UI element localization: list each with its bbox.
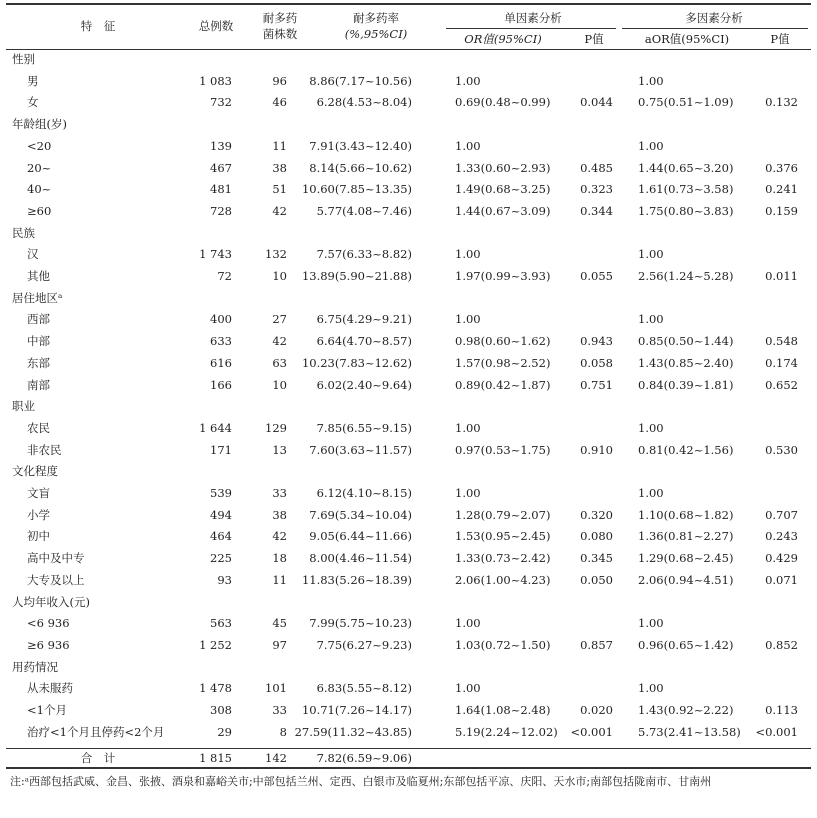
cell-mdr-count: 96 <box>272 73 287 88</box>
cell-aor: 1.44(0.65~3.20) <box>638 160 734 175</box>
cell-or: 0.97(0.53~1.75) <box>455 442 551 457</box>
cell-mdr-rate: 6.83(5.55~8.12) <box>316 681 412 696</box>
row-label: <20 <box>27 138 52 153</box>
cell-aor: 1.00 <box>638 73 664 88</box>
cell-mdr-rate: 8.86(7.17~10.56) <box>309 73 412 88</box>
row-label: 治疗<1个月且停药<2个月 <box>27 724 165 739</box>
cell-ap: 0.548 <box>765 334 798 349</box>
header-univariate-or: OR值(95%CI) <box>464 32 542 46</box>
row-label: ≥60 <box>27 203 52 218</box>
multivariate-rule <box>622 28 808 29</box>
cell-ap: 0.652 <box>765 377 798 392</box>
cell-mdr-rate: 7.85(6.55~9.15) <box>316 420 412 435</box>
cell-mdr-rate: 8.00(4.46~11.54) <box>309 551 412 566</box>
cell-aor: 1.00 <box>638 312 664 327</box>
cell-mdr-rate: 8.14(5.66~10.62) <box>309 160 412 175</box>
header-multivariate-aor: aOR值(95%CI) <box>644 32 730 46</box>
cell-mdr-rate: 10.71(7.26~14.17) <box>301 703 412 717</box>
cell-mdr-count: 33 <box>272 703 287 717</box>
cell-ap: 0.159 <box>765 203 798 218</box>
cell-p: 0.344 <box>580 203 613 218</box>
cell-ap: 0.132 <box>765 95 798 110</box>
cell-mdr-count: 42 <box>272 334 287 349</box>
cell-ap: <0.001 <box>755 724 798 739</box>
header-mdr-rate-2: (%,95%CI) <box>344 27 408 41</box>
cell-or: 0.98(0.60~1.62) <box>455 334 551 349</box>
cell-aor: 2.06(0.94~4.51) <box>638 572 734 587</box>
group-label: 职业 <box>12 399 35 414</box>
row-label: 高中及中专 <box>27 551 85 566</box>
cell-or: 1.44(0.67~3.09) <box>455 203 551 218</box>
header-mdr-count-1: 耐多药 <box>262 11 298 25</box>
cell-aor: 0.84(0.39~1.81) <box>638 377 734 392</box>
cell-mdr-count: 46 <box>272 95 287 110</box>
cell-total: 728 <box>210 203 232 218</box>
cell-or: 1.00 <box>455 616 481 631</box>
cell-p: 0.323 <box>580 182 613 197</box>
cell-mdr-rate: 10.60(7.85~13.35) <box>301 182 412 197</box>
cell-or: 1.49(0.68~3.25) <box>455 182 551 197</box>
bottom-rule <box>6 767 811 769</box>
cell-total: 1 644 <box>199 420 232 435</box>
cell-ap: 0.174 <box>765 355 798 370</box>
cell-mdr-count: 101 <box>265 681 287 696</box>
row-label: 20~ <box>27 160 52 175</box>
cell-or: 2.06(1.00~4.23) <box>455 572 551 587</box>
cell-mdr-count: 10 <box>272 269 287 283</box>
row-label: <1个月 <box>27 703 67 717</box>
cell-p: 0.080 <box>580 529 613 544</box>
row-label: 汉 <box>27 247 39 262</box>
cell-mdr-count: 33 <box>272 486 287 500</box>
cell-ap: 0.852 <box>765 637 798 652</box>
row-label: 小学 <box>27 507 50 522</box>
cell-aor: 2.56(1.24~5.28) <box>638 269 734 283</box>
cell-p: 0.345 <box>580 551 613 566</box>
cell-mdr-rate: 10.23(7.83~12.62) <box>301 355 412 370</box>
cell-mdr-rate: 6.28(4.53~8.04) <box>316 95 412 110</box>
cell-total: 563 <box>210 616 232 631</box>
total-n: 1 815 <box>199 751 232 765</box>
cell-or: 1.00 <box>455 73 481 88</box>
row-label: 非农民 <box>27 442 62 457</box>
cell-total: 171 <box>210 442 232 457</box>
row-label: <6 936 <box>27 616 70 631</box>
cell-mdr-rate: 5.77(4.08~7.46) <box>316 203 412 218</box>
cell-p: 0.751 <box>580 377 613 392</box>
header-rule <box>6 49 811 50</box>
cell-or: 5.19(2.24~12.02) <box>455 724 558 739</box>
cell-total: 616 <box>210 355 232 370</box>
cell-total: 1 083 <box>199 73 232 88</box>
cell-mdr-count: 38 <box>272 160 287 175</box>
cell-aor: 5.73(2.41~13.58) <box>638 724 741 739</box>
cell-mdr-rate: 7.60(3.63~11.57) <box>309 442 412 457</box>
cell-mdr-count: 132 <box>265 247 287 262</box>
cell-aor: 0.75(0.51~1.09) <box>638 95 734 110</box>
cell-p: 0.050 <box>580 572 613 587</box>
row-label: 女 <box>27 95 39 110</box>
cell-or: 1.57(0.98~2.52) <box>455 355 551 370</box>
cell-aor: 0.81(0.42~1.56) <box>638 442 734 457</box>
cell-aor: 1.10(0.68~1.82) <box>638 507 734 522</box>
cell-mdr-count: 18 <box>272 551 287 566</box>
cell-mdr-rate: 6.64(4.70~8.57) <box>316 334 412 349</box>
cell-aor: 1.00 <box>638 681 664 696</box>
cell-p: 0.857 <box>580 637 613 652</box>
row-label: 40~ <box>27 182 52 197</box>
cell-mdr-rate: 9.05(6.44~11.66) <box>309 529 412 544</box>
header-multivariate-p: P值 <box>770 32 790 46</box>
cell-mdr-count: 97 <box>272 637 287 652</box>
cell-mdr-count: 11 <box>272 572 287 587</box>
cell-aor: 1.36(0.81~2.27) <box>638 529 734 544</box>
cell-or: 1.97(0.99~3.93) <box>455 269 551 283</box>
cell-mdr-rate: 7.75(6.27~9.23) <box>316 637 412 652</box>
row-label: 初中 <box>27 529 50 544</box>
cell-aor: 1.29(0.68~2.45) <box>638 551 734 566</box>
row-label: 文盲 <box>27 486 50 500</box>
univariate-rule <box>446 28 616 29</box>
group-label: 居住地区ᵃ <box>12 290 63 305</box>
cell-mdr-rate: 7.57(6.33~8.82) <box>316 247 412 262</box>
cell-p: 0.058 <box>580 355 613 370</box>
cell-mdr-rate: 6.02(2.40~9.64) <box>316 377 412 392</box>
cell-ap: 0.241 <box>765 182 798 197</box>
row-label: 西部 <box>27 312 50 327</box>
cell-mdr-rate: 13.89(5.90~21.88) <box>301 269 412 283</box>
cell-mdr-count: 63 <box>272 355 287 370</box>
cell-total: 464 <box>210 529 232 544</box>
cell-mdr-count: 38 <box>272 507 287 522</box>
cell-or: 1.00 <box>455 138 481 153</box>
total-mdr: 142 <box>265 751 287 765</box>
total-label: 合 计 <box>80 751 116 765</box>
cell-aor: 1.00 <box>638 247 664 262</box>
cell-p: 0.485 <box>580 160 613 175</box>
cell-or: 1.00 <box>455 312 481 327</box>
header-feature: 特 征 <box>80 19 116 33</box>
cell-total: 1 478 <box>199 681 232 696</box>
cell-ap: 0.243 <box>765 529 798 544</box>
cell-mdr-rate: 7.69(5.34~10.04) <box>309 507 412 522</box>
cell-p: 0.320 <box>580 507 613 522</box>
header-mdr-count-2: 菌株数 <box>262 27 298 41</box>
group-label: 民族 <box>12 225 35 240</box>
cell-total: 467 <box>210 160 232 175</box>
cell-mdr-count: 27 <box>272 312 287 327</box>
cell-or: 1.00 <box>455 681 481 696</box>
cell-ap: 0.376 <box>765 160 798 175</box>
cell-mdr-rate: 7.99(5.75~10.23) <box>309 616 412 631</box>
cell-p: 0.044 <box>580 95 613 110</box>
cell-or: 1.64(1.08~2.48) <box>455 703 551 717</box>
cell-total: 29 <box>217 724 232 739</box>
cell-total: 732 <box>210 95 232 110</box>
cell-aor: 1.61(0.73~3.58) <box>638 182 734 197</box>
cell-aor: 1.43(0.92~2.22) <box>638 703 734 717</box>
row-label: 农民 <box>27 420 50 435</box>
cell-aor: 1.00 <box>638 138 664 153</box>
cell-or: 1.00 <box>455 247 481 262</box>
cell-mdr-count: 42 <box>272 529 287 544</box>
cell-total: 139 <box>210 138 232 153</box>
cell-aor: 1.43(0.85~2.40) <box>638 355 734 370</box>
cell-p: <0.001 <box>570 724 613 739</box>
row-label: 中部 <box>27 334 50 349</box>
cell-or: 0.89(0.42~1.87) <box>455 377 551 392</box>
cell-p: 0.910 <box>580 442 613 457</box>
cell-or: 1.03(0.72~1.50) <box>455 637 551 652</box>
cell-total: 72 <box>217 269 232 283</box>
header-univariate-p: P值 <box>584 32 604 46</box>
cell-aor: 1.00 <box>638 616 664 631</box>
row-label: 大专及以上 <box>27 572 85 587</box>
row-label: 南部 <box>27 377 50 392</box>
top-rule <box>6 3 811 5</box>
cell-aor: 0.85(0.50~1.44) <box>638 334 734 349</box>
cell-aor: 0.96(0.65~1.42) <box>638 637 734 652</box>
cell-total: 1 743 <box>199 247 232 262</box>
group-label: 用药情况 <box>12 659 58 674</box>
group-label: 性别 <box>12 52 35 66</box>
header-univariate-title: 单因素分析 <box>504 11 562 25</box>
total-rate: 7.82(6.59~9.06) <box>316 751 412 765</box>
cell-ap: 0.071 <box>765 572 798 587</box>
cell-p: 0.020 <box>580 703 613 717</box>
cell-aor: 1.75(0.80~3.83) <box>638 203 734 218</box>
cell-total: 166 <box>210 377 232 392</box>
cell-total: 308 <box>210 703 232 717</box>
cell-or: 1.00 <box>455 420 481 435</box>
cell-total: 93 <box>217 572 232 587</box>
cell-mdr-rate: 7.91(3.43~12.40) <box>309 138 412 153</box>
cell-total: 1 252 <box>199 637 232 652</box>
cell-p: 0.943 <box>580 334 613 349</box>
cell-or: 1.33(0.60~2.93) <box>455 160 551 175</box>
cell-aor: 1.00 <box>638 486 664 500</box>
total-rule <box>6 748 811 749</box>
table-footnote: 注:ᵃ西部包括武威、金昌、张掖、酒泉和嘉峪关市;中部包括兰州、定西、白银市及临夏州;东部包括平凉、庆阳、天水市;南部包括陇南市、甘南州 <box>10 775 712 788</box>
row-label: 男 <box>27 73 39 88</box>
cell-ap: 0.429 <box>765 551 798 566</box>
cell-mdr-count: 45 <box>272 616 287 631</box>
cell-mdr-count: 10 <box>272 377 287 392</box>
cell-mdr-count: 51 <box>272 182 287 197</box>
row-label: 其他 <box>27 269 50 283</box>
cell-ap: 0.113 <box>765 703 798 717</box>
cell-aor: 1.00 <box>638 420 664 435</box>
cell-or: 0.69(0.48~0.99) <box>455 95 551 110</box>
cell-or: 1.00 <box>455 486 481 500</box>
cell-mdr-count: 42 <box>272 203 287 218</box>
cell-total: 633 <box>210 334 232 349</box>
cell-mdr-count: 13 <box>272 442 287 457</box>
group-label: 人均年收入(元) <box>12 594 90 609</box>
cell-ap: 0.530 <box>765 442 798 457</box>
cell-ap: 0.011 <box>765 269 798 283</box>
group-label: 文化程度 <box>12 464 58 479</box>
cell-mdr-count: 129 <box>265 420 287 435</box>
cell-ap: 0.707 <box>765 507 798 522</box>
cell-total: 400 <box>210 312 232 327</box>
row-label: 从未服药 <box>27 681 73 696</box>
group-label: 年龄组(岁) <box>12 117 67 132</box>
cell-mdr-rate: 11.83(5.26~18.39) <box>301 572 412 587</box>
cell-total: 225 <box>210 551 232 566</box>
cell-total: 481 <box>210 182 232 197</box>
cell-p: 0.055 <box>580 269 613 283</box>
cell-or: 1.28(0.79~2.07) <box>455 507 551 522</box>
header-multivariate-title: 多因素分析 <box>685 11 743 25</box>
cell-mdr-count: 11 <box>272 138 287 153</box>
cell-mdr-rate: 6.12(4.10~8.15) <box>316 486 412 500</box>
cell-or: 1.33(0.73~2.42) <box>455 551 551 566</box>
cell-or: 1.53(0.95~2.45) <box>455 529 551 544</box>
row-label: 东部 <box>27 355 50 370</box>
cell-mdr-count: 8 <box>279 724 287 739</box>
cell-mdr-rate: 27.59(11.32~43.85) <box>294 724 412 739</box>
cell-total: 539 <box>210 486 232 500</box>
row-label: ≥6 936 <box>27 637 70 652</box>
cell-mdr-rate: 6.75(4.29~9.21) <box>316 312 412 327</box>
header-total: 总例数 <box>198 19 234 33</box>
header-mdr-rate-1: 耐多药率 <box>353 11 399 25</box>
cell-total: 494 <box>210 507 232 522</box>
